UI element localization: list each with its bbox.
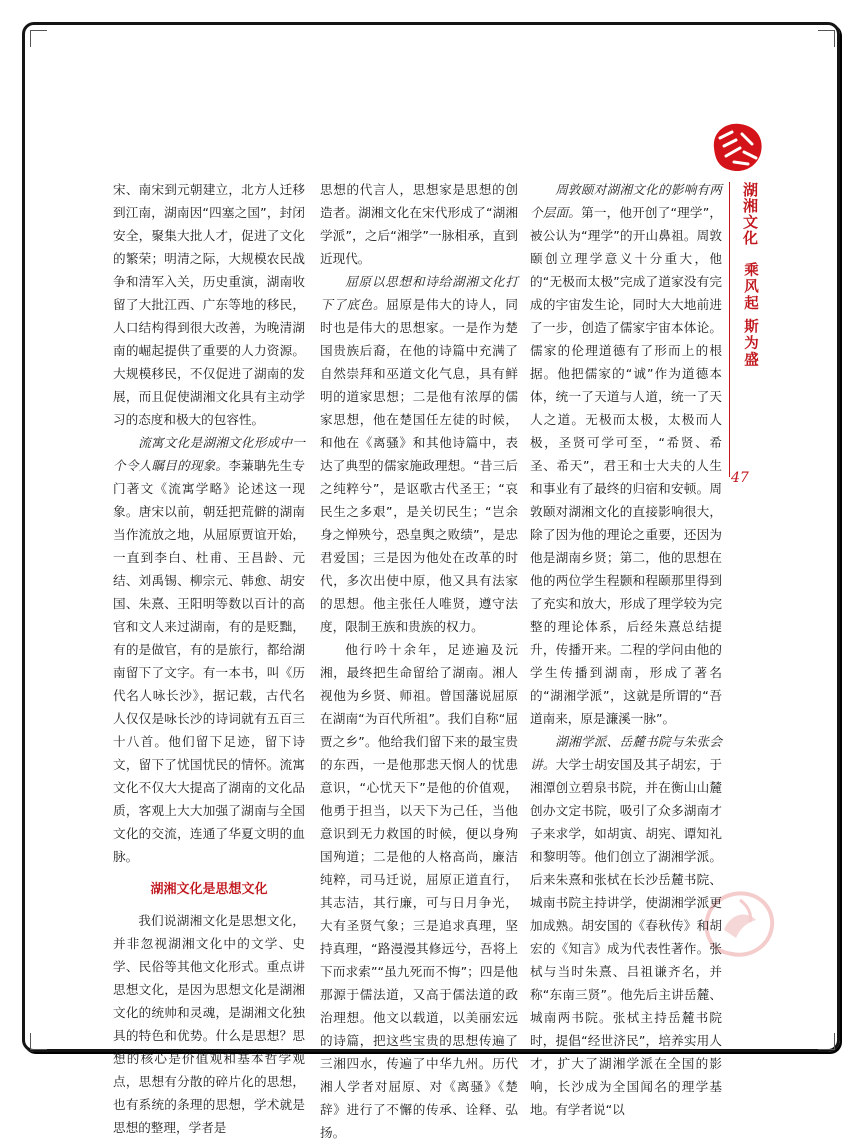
lead-phrase: 湖湘学派、岳麓书院与朱张会讲。 — [530, 734, 722, 772]
sidebar-rule — [729, 182, 730, 477]
text-column-3 — [530, 178, 722, 1121]
lead-phrase: 周敦颐对湖湘文化的影响有两个层面。 — [530, 182, 722, 220]
crop-mark-top-right — [818, 30, 835, 47]
paragraph: 思想的代言人，思想家是思想的创造者。湖湘文化在宋代形成了“湖湘学派”，之后“湘学”一脉相承，直到近现代。 — [320, 182, 518, 266]
lead-phrase: 屈原以思想和诗给湖湘文化打下了底色。 — [320, 274, 518, 312]
text-column-2 — [320, 178, 518, 1144]
section-heading: 湖湘文化是思想文化 — [150, 882, 268, 897]
paragraph — [530, 730, 722, 1121]
paragraph: 宋、南宋到元朝建立，北方人迁移到江南，湖南因“四塞之国”，封闭安全，聚集大批人才，促进了文化的繁荣；明清之际，大规模农民战争和清军入关，历史重演，湖南收留了大批江西、广东等地的移民，人口结构得到很大改善，为晚清湖南的崛起提供了重要的人力资源。大规模移民，不仅促进了湖南的发展，而且促使湖湘文化具有主动学习的态度和极大的包容性。 — [113, 182, 305, 427]
crop-mark-bottom-right — [818, 1033, 835, 1050]
page-number: 47 — [731, 470, 749, 486]
sidebar-title: 湖湘文化 — [741, 182, 759, 246]
paragraph-body: 大学士胡安国及其子胡宏，于湘潭创立碧泉书院，并在衡山山麓创办文定书院，吸引了众多湖南才子来求学，如胡寅、胡宪、谭知礼和黎明等。他们创立了湖湘学派。后来朱熹和张栻在长沙岳麓书院、城南书院主持讲学，使湖湘学派更加成熟。胡安国的《春秋传》和胡宏的《知言》成为代表性著作。张栻与当时朱熹、吕祖谦齐名，并称“东南三贤”。他先后主讲岳麓、城南两书院。张栻主持岳麓书院时，提倡“经世济民”，培养实用人才，扩大了湖湘学派在全国的影响，长沙成为全国闻名的理学基地。有学者说“以 — [530, 757, 723, 1117]
paragraph — [530, 178, 722, 730]
paragraph: 他行吟十余年，足迹遍及沅湘，最终把生命留给了湖南。湘人视他为乡贤、师祖。曾国藩说屈原在湖南“为百代所祖”。我们自称“屈贾之乡”。他给我们留下来的最宝贵的东西，一是他那悲天悯人的忧患意识，“心忧天下”是他的价值观，他勇于担当，以天下为己任，当他意识到无力救国的时候，便以身殉国殉道；二是他的人格高尚，廉洁纯粹，司马迁说，屈原正道直行，其志洁，其行廉，可与日月争光，大有圣贤气象；三是追求真理，坚持真理，“路漫漫其修远兮，吾将上下而求索”“虽九死而不悔”；四是他那源于儒法道，又高于儒法道的政治理想。他文以载道，以美丽宏远的诗篇，把这些宝贵的思想传遍了三湘四水，传遍了中华九州。历代湘人学者对屈原、对《离骚》《楚辞》进行了不懈的传承、诠释、弘扬。 — [320, 642, 518, 1140]
crop-mark-top-left — [30, 30, 47, 47]
paragraph: 我们说湖湘文化是思想文化，并非忽视湖湘文化中的文学、史学、民俗等其他文化形式。重点讲思想文化，是因为思想文化是湖湘文化的统帅和灵魂，是湖湘文化独具的特色和优势。什么是思想？思想的核心是价值观和基本哲学观点，思想有分散的碎片化的思想，也有系统的条理的思想，学术就是思想的整理，学者是 — [113, 913, 305, 1135]
paragraph-body: 屈原是伟大的诗人，同时也是伟大的思想家。一是作为楚国贵族后裔，在他的诗篇中充满了自然崇拜和巫道文化气息，具有鲜明的道家思想；二是他有浓厚的儒家思想，他在楚国任左徒的时候，和他在《离骚》和其他诗篇中，表达了典型的儒家施政理想。“昔三后之纯粹兮”，是讴歌古代圣王；“哀民生之多艰”，是关切民生；“岂余身之惮殃兮，恐皇舆之败绩”，是忠君爱国；三是因为他处在改革的时代，多次出使中原，他又具有法家的思想。他主张任人唯贤，遵守法度，限制王族和贵族的权力。 — [320, 297, 519, 634]
text-column-1 — [113, 178, 305, 1139]
sidebar-subtitle: 乘风起 斯为盛 — [742, 262, 758, 369]
paragraph-body: 第一，他开创了“理学”，被公认为“理学”的开山鼻祖。周敦颐创立理学意义十分重大，他的“无极而太极”完成了道家没有完成的宇宙发生论，同时大大地前进了一步，创造了儒家宇宙本体论。儒家的伦理道德有了形而上的根据。他把儒家的“诚”作为道德本体，统一了天道与人道，统一了天人之道。无极而太极，太极而人极，圣贤可学可至，“希贤、希圣、希天”，君王和士大夫的人生和事业有了最终的归宿和安顿。周敦颐对湖湘文化的直接影响很大，除了因为他的理论之重要，还因为他是湖南乡贤；第二，他的思想在他的两位学生程颢和程颐那里得到了充实和放大，形成了理学较为完整的理论体系，后经朱熹总结提升，传播开来。二程的学问由他的学生传播到湖南，形成了著名的“湖湘学派”，这就是所谓的“吾道南来，原是濂溪一脉”。 — [530, 205, 722, 726]
lead-phrase: 流寓文化是湖湘文化形成中一个令人瞩目的现象。 — [113, 435, 305, 473]
crop-mark-bottom-left — [30, 1033, 47, 1050]
seal-logo-icon — [706, 118, 768, 178]
paragraph-body: 李蒹聃先生专门著文《流寓学略》论述这一现象。唐宋以前，朝廷把荒僻的湖南当作流放之地，从屈原贾谊开始，一直到李白、杜甫、王昌龄、元结、刘禹锡、柳宗元、韩愈、胡安国、朱熹、王阳明等数以百计的高官和文人来过湖南，有的是贬黜，有的是做官，有的是旅行，都给湖南留下了文字。有一本书，叫《历代名人咏长沙》，据记载，古代名人仅仅是咏长沙的诗词就有五百三十八首。他们留下足迹，留下诗文，留下了忧国忧民的情怀。流寓文化不仅大大提高了湖南的文化品质，客观上大大加强了湖南与全国文化的交流，连通了华夏文明的血脉。 — [113, 458, 306, 864]
paragraph — [113, 431, 305, 868]
paragraph — [320, 270, 518, 638]
